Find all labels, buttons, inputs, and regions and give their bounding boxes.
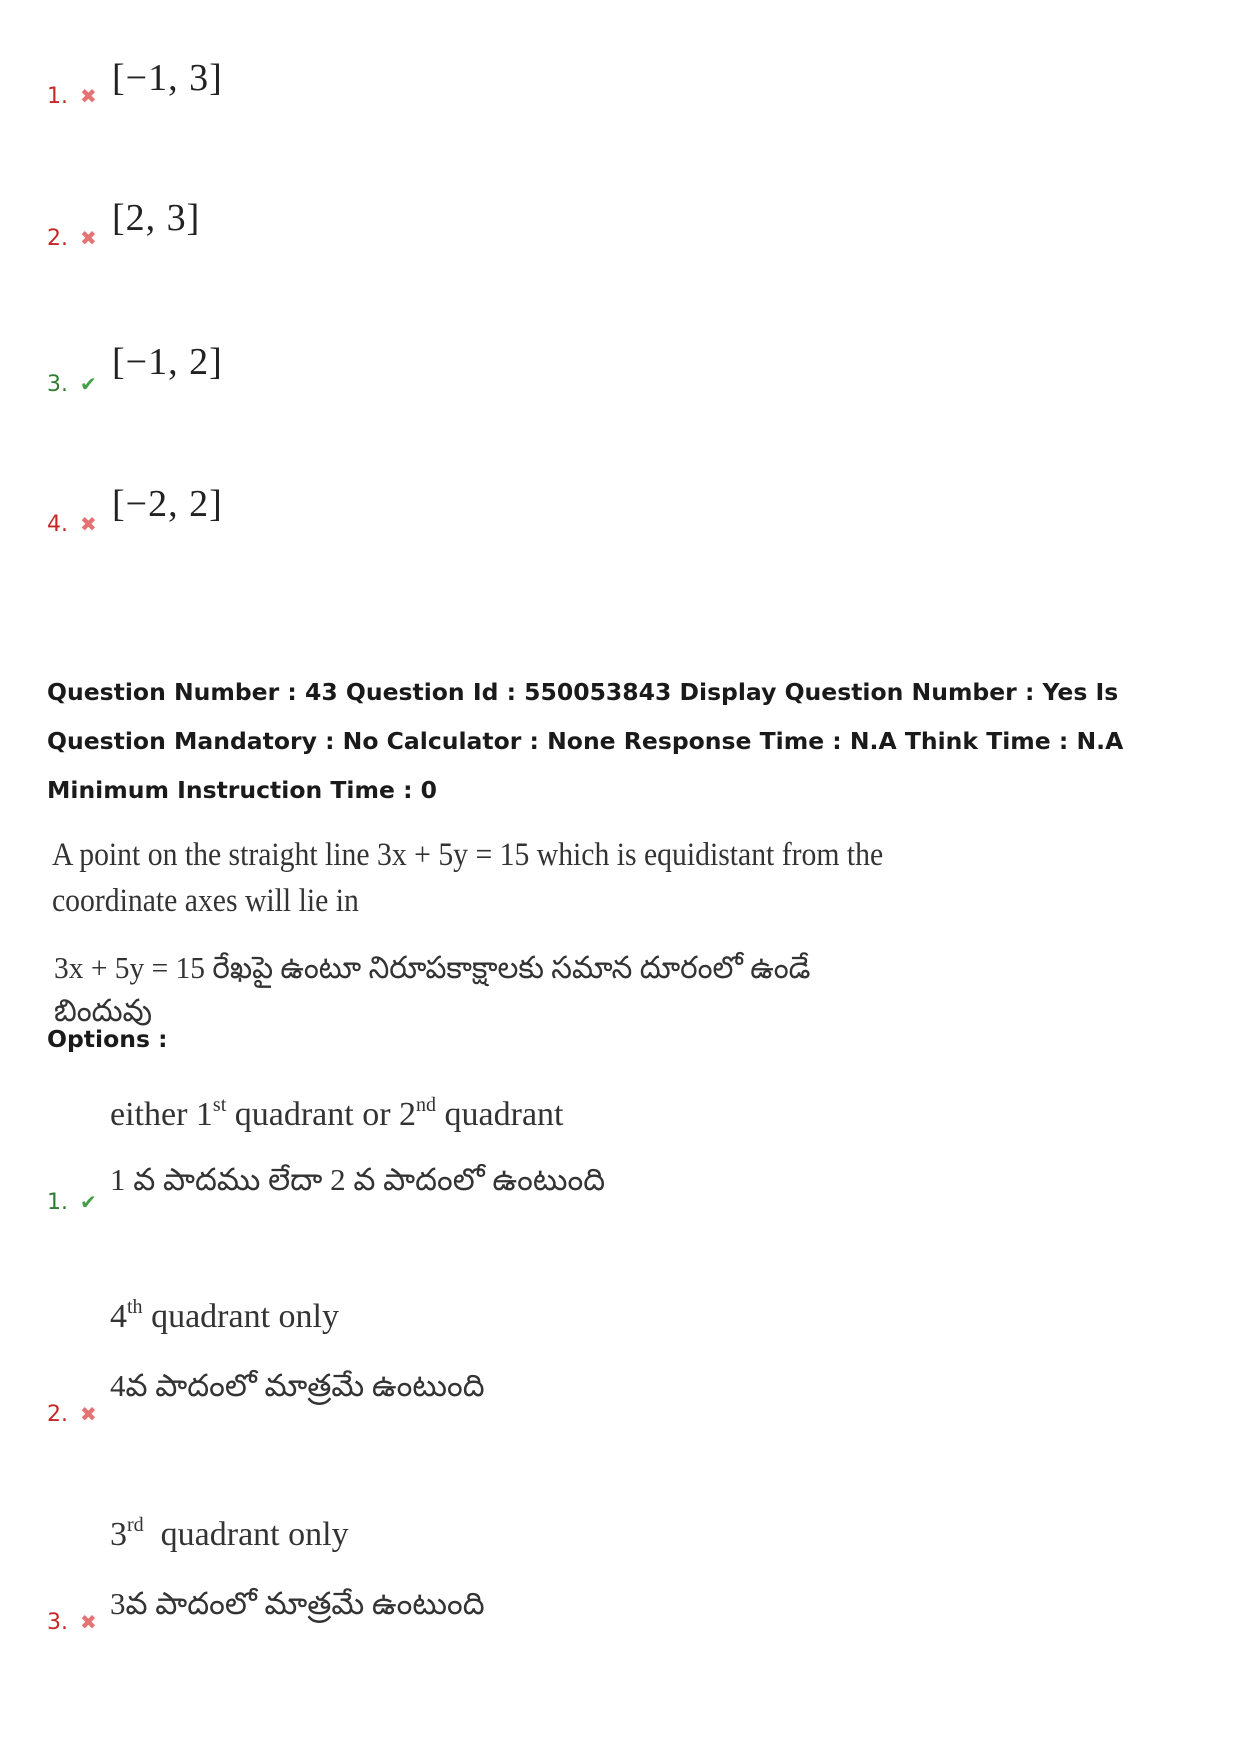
option-text-part: quadrant only <box>142 1298 339 1335</box>
question-metadata: Question Number : 43 Question Id : 550053843 Display Question Number : Yes Is Question Mandatory : No Calculator : None Response Time : N.A Think Time : N.A Minimum Instruction Time : 0 <box>47 678 1124 804</box>
option-text-telugu: 3వ పాదంలో మాత్రమే ఉంటుంది <box>110 1586 485 1621</box>
option-text-telugu: 4వ పాదంలో మాత్రమే ఉంటుంది <box>110 1368 485 1403</box>
option-text-english <box>110 1296 339 1336</box>
wrong-icon: ✖ <box>80 226 97 250</box>
correct-check-icon: ✔ <box>80 1190 97 1214</box>
question-text-telugu: 3x + 5y = 15 రేఖపై ఉంటూ నిరూపకాక్షాలకు సమాన దూరంలో ఉండే బిందువు <box>54 950 811 1028</box>
option-text-part: 3 <box>110 1516 127 1553</box>
option-number: 4. <box>47 512 68 537</box>
superscript: st <box>212 1094 227 1116</box>
option-number: 1. <box>47 1190 68 1215</box>
superscript: nd <box>416 1094 437 1116</box>
option-text: [−1, 3] <box>112 57 223 99</box>
option-text: [−2, 2] <box>112 483 223 525</box>
option-number: 1. <box>47 84 68 109</box>
option-number: 3. <box>47 372 68 397</box>
superscript: th <box>127 1296 143 1318</box>
option-text: [2, 3] <box>112 197 201 239</box>
wrong-icon: ✖ <box>80 1402 97 1426</box>
option-text: [−1, 2] <box>112 341 223 383</box>
option-text-part: quadrant <box>436 1096 564 1133</box>
option-text-part: quadrant or 2 <box>226 1096 417 1133</box>
correct-check-icon: ✔ <box>80 372 97 396</box>
option-text-part: 4 <box>110 1298 127 1335</box>
option-number: 2. <box>47 226 68 251</box>
option-text-english <box>110 1514 349 1554</box>
option-text-part: quadrant only <box>143 1516 349 1553</box>
wrong-icon: ✖ <box>80 1610 97 1634</box>
option-number: 2. <box>47 1402 68 1427</box>
option-text-english <box>110 1094 563 1134</box>
superscript: rd <box>127 1514 144 1536</box>
option-text-part: either 1 <box>110 1096 213 1133</box>
wrong-icon: ✖ <box>80 84 97 108</box>
question-text-english: A point on the straight line 3x + 5y = 15 which is equidistant from the coordinate axes will lie in <box>52 837 884 919</box>
option-number: 3. <box>47 1610 68 1635</box>
options-label: Options : <box>47 1025 168 1053</box>
option-text-telugu: 1 వ పాదము లేదా 2 వ పాదంలో ఉంటుంది <box>110 1162 606 1197</box>
wrong-icon: ✖ <box>80 512 97 536</box>
